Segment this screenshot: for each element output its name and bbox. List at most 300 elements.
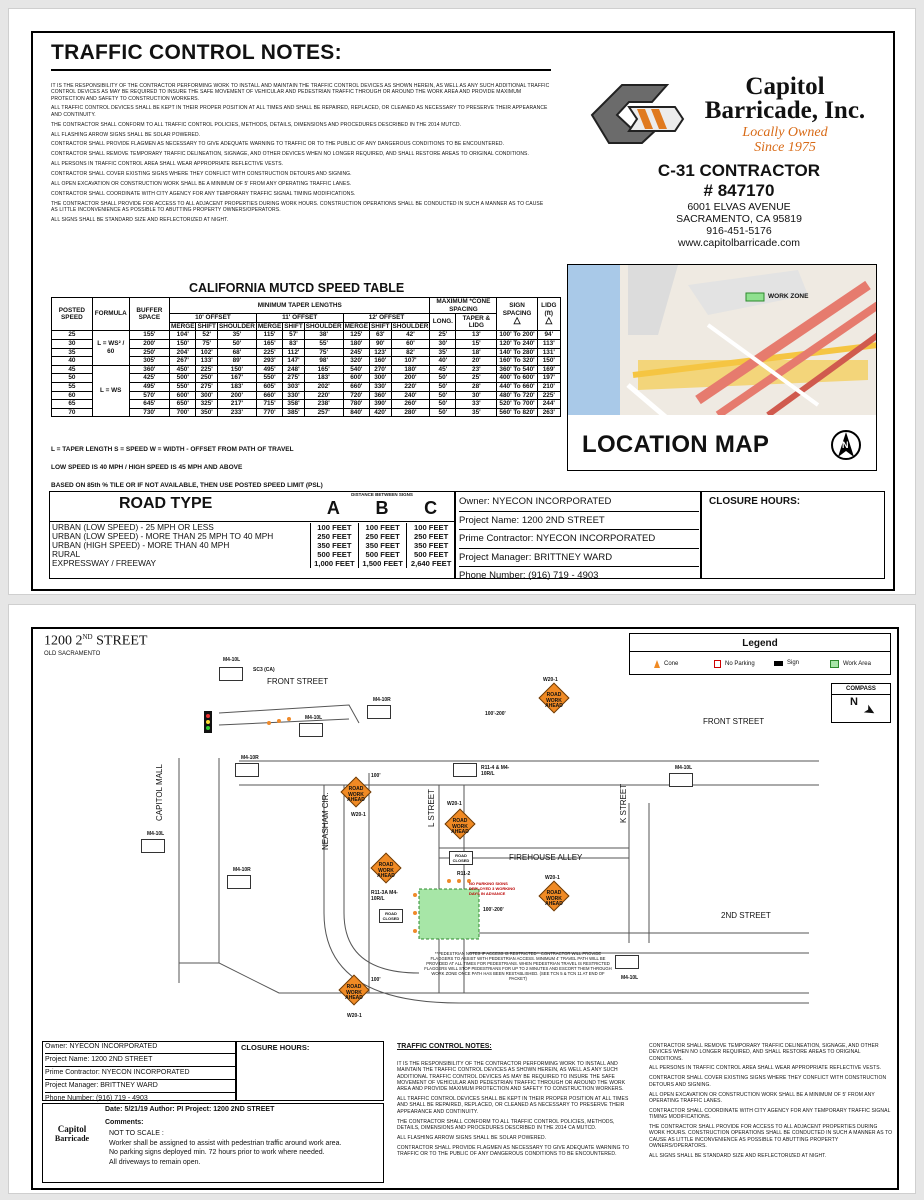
company-phone: 916-451-5176 (706, 225, 772, 237)
company-logo (587, 77, 687, 147)
speed-cell: 200' (391, 374, 430, 383)
sign-label-m410l-2: M4-10L (305, 715, 323, 721)
speed-cell: 300' (370, 374, 391, 383)
speed-cell: 197' (537, 374, 560, 383)
col-merge: MERGE (257, 322, 282, 330)
sign-label-m410l-1: M4-10L (223, 657, 241, 663)
speed-cell: 65 (52, 400, 93, 409)
col-long: LONG. (430, 314, 456, 331)
info-prime: Prime Contractor: NYECON INCORPORATED (459, 530, 699, 549)
speed-cell: 244' (537, 400, 560, 409)
traffic-note: ALL TRAFFIC CONTROL DEVICES SHALL BE KEPT IN THEIR PROPER POSITION AT ALL TIMES AND SHALL BE REPAIRED, REPLACED, OR CLEANED AS NECESSARY TO PRESERVE THEIR APPEARANCE AND CONTINUITY. (397, 1096, 629, 1115)
speed-cell: 30' (430, 339, 456, 348)
speed-cell: 520' To 700' (497, 400, 537, 409)
sign-label-m410l-5: M4-10L (621, 975, 639, 981)
speed-cell: 202' (304, 382, 343, 391)
col-12-offset: 12' OFFSET (343, 314, 430, 323)
sign-label-sc3: SC3 (CA) (253, 667, 275, 673)
speed-cell: 180' (343, 339, 369, 348)
license-label: C-31 CONTRACTOR (657, 161, 821, 180)
traffic-notes-list (51, 83, 551, 227)
rwa-text-5: ROAD WORK AHEAD (545, 890, 563, 907)
speed-cell: 225' (256, 348, 282, 357)
speed-table-title: CALIFORNIA MUTCD SPEED TABLE (189, 281, 405, 295)
company-name-block (695, 75, 875, 155)
speed-cell: 238' (304, 400, 343, 409)
col-11-offset: 11' OFFSET (256, 314, 343, 323)
legend-work-area (830, 660, 871, 668)
speed-cell: 280' (391, 408, 430, 417)
info-phone: Phone Number: (916) 719 - 4903 (459, 570, 599, 581)
road-type-cell: RURAL (52, 549, 81, 559)
sign-m410r-3 (227, 875, 251, 889)
traffic-note: ALL SIGNS SHALL BE STANDARD SIZE AND REFLECTORIZED AT NIGHT. (649, 1152, 827, 1159)
rwa-text-6: ROAD WORK AHEAD (345, 984, 363, 1001)
project-meta: Date: 5/21/19 Author: PI Project: 1200 2ND STREET (105, 1106, 275, 1113)
traffic-note: IT IS THE RESPONSIBILITY OF THE CONTRACTOR PERFORMING WORK TO INSTALL AND MAINTAIN THE TRAFFIC CONTROL DEVICES AS SHOWN HEREIN, AS WELL AS ANY SUCH ADDITIONAL TRAFFIC CONTROL DEVICES AS MAY BE REQUIRED TO INSURE THE SAFE MOVEMENT OF VEHICULAR AND PEDESTRIAN TRAFFIC THROUGH OR AROUND THE WORK AREA AND PROVIDE MAXIMUM PROTECTION AND SAFETY TO CONSTRUCTION WORKERS. (397, 1061, 626, 1093)
speed-cell: 123' (370, 348, 391, 357)
road-type-cell: EXPRESSWAY / FREEWAY (52, 558, 157, 568)
sheet-1 (8, 8, 916, 595)
speed-cell: 303' (283, 382, 304, 391)
work-zone-label: WORK ZONE (768, 293, 809, 300)
site-title-street: STREET (92, 633, 148, 649)
traffic-note: ALL TRAFFIC CONTROL DEVICES SHALL BE KEPT IN THEIR PROPER POSITION AT ALL TIMES AND SHALL BE REPAIRED, REPLACED, OR CLEANED AS NECESSARY TO PRESERVE THEIR APPEARANCE AND CONTINUITY. (51, 105, 548, 118)
speed-cell: 55' (304, 339, 343, 348)
info-project: Project Name: 1200 2ND STREET (45, 1054, 235, 1067)
speed-cell: 75' (196, 339, 217, 348)
sign-m410l-5 (615, 955, 639, 969)
no-parking-note: NO PARKING SIGNS DEPLOYED 3 WORKING DAYS IN ADVANCE (469, 881, 516, 896)
speed-cell: 160' To 320' (497, 357, 537, 366)
speed-cell: 257' (304, 408, 343, 417)
speed-cell: 133' (196, 357, 217, 366)
speed-cell: 35' (430, 348, 456, 357)
pedestrian-note: **PEDESTRIAN NOTES IF ACCESS IS RESTRICTED** CONTRACTOR WILL PROVIDE FLAGGERS TO ASSIST WITH PEDESTRIAN ACCESS. MINIMUM 4' TRAVEL PATH WILL BE PROVIDED AT ALL TIMES FOR PEDESTRIANS. WHEN PEDESTRIAN TRAVEL IS RESTRICTED FLAGGERS WILL STOP PEDESTRIANS FOR UP TO 2 MINUTES AND ESCORT THEM THROUGH WORK ZONE ONCE PATH HAS BEEN RESTABLISHED. (SEE TCN 5 & TCN 11 AT END OF PACKET) (424, 951, 612, 981)
based-on-note: BASED ON 85th % TILE OR IF NOT AVAILABLE, THEN USE POSTED SPEED LIMIT (PSL) (51, 482, 323, 489)
col-shoulder: SHOULDER (218, 322, 255, 330)
speed-cell: 350' (196, 408, 217, 417)
speed-cell: 358' (283, 400, 304, 409)
speed-table-body (52, 331, 561, 417)
company-name-1: Capitol (745, 73, 825, 100)
speed-cell: 165' (256, 339, 282, 348)
speed-cell: 50 (52, 374, 93, 383)
legend-work-area-label: Work Area (843, 661, 871, 667)
col-shift: SHIFT (371, 322, 390, 330)
speed-cell: 57' (283, 331, 304, 340)
road-type-cell: 1,000 FEET (310, 559, 358, 568)
address-line-2: SACRAMENTO, CA 95819 (676, 213, 802, 225)
speed-cell: 35' (456, 408, 497, 417)
speed-cell: 33' (456, 400, 497, 409)
col-max-cone: MAXIMUM *CONE SPACING (430, 298, 497, 314)
lidg-triangle-icon: △ (545, 315, 553, 326)
speed-cell: 720' (343, 391, 369, 400)
speed-cell: 660' (343, 382, 369, 391)
sign-m410l-2 (299, 723, 323, 737)
speed-cell: 25' (430, 331, 456, 340)
compass-label: COMPASS (846, 686, 876, 692)
low-high-note: LOW SPEED IS 40 MPH / HIGH SPEED IS 45 MPH AND ABOVE (51, 464, 243, 471)
comments-label: Comments: (105, 1119, 144, 1126)
speed-cell: 645' (129, 400, 169, 409)
speed-cell: 233' (217, 408, 256, 417)
col-shoulder: SHOULDER (392, 322, 429, 330)
speed-cell: 94' (537, 331, 560, 340)
speed-cell: 217' (217, 400, 256, 409)
dim-1: 100'-200' (485, 711, 506, 717)
legend-no-parking-label: No Parking (725, 661, 755, 667)
col-posted-speed: POSTED SPEED (52, 298, 93, 331)
legend-title: Legend (742, 638, 778, 649)
road-type-cols (309, 498, 455, 519)
col-a: A (326, 498, 340, 518)
comments-list (109, 1129, 381, 1167)
speed-cell: 245' (343, 348, 369, 357)
col-shift: SHIFT (284, 322, 303, 330)
sign-m410l-4 (669, 773, 693, 787)
speed-cell: 55 (52, 382, 93, 391)
site-subtitle: OLD SACRAMENTO (44, 651, 101, 657)
speed-cell: 660' (256, 391, 282, 400)
road-type-cell: 250 FEET (407, 532, 455, 541)
traffic-note: ALL PERSONS IN TRAFFIC CONTROL AREA SHALL WEAR APPROPRIATE REFLECTIVE VESTS. (51, 161, 284, 168)
speed-cell: 325' (196, 400, 217, 409)
tcn-right (649, 1043, 893, 1163)
speed-cell: 183' (217, 382, 256, 391)
speed-cell: 450' (170, 365, 196, 374)
speed-cell: 40 (52, 357, 93, 366)
road-type-cell: 1,500 FEET (359, 559, 407, 568)
speed-cell: 18' (456, 348, 497, 357)
speed-cell: 730' (129, 408, 169, 417)
dim-3: 100'-200' (483, 907, 504, 913)
speed-cell: 183' (304, 374, 343, 383)
traffic-note: CONTRACTOR SHALL REMOVE TEMPORARY TRAFFIC DELINEATION, SIGNAGE, AND OTHER DEVICES WHEN NO LONGER REQUIRED, AND SHALL RESTORE AREAS TO ORIGINAL CONDITIONS. (51, 151, 529, 158)
road-type-cell: 500 FEET (407, 550, 455, 559)
distance-label: DISTANCE BETWEEN SIGNS (351, 492, 413, 497)
speed-cell: 50' (430, 382, 456, 391)
company-tagline-2: Since 1975 (754, 140, 816, 155)
traffic-note: THE CONTRACTOR SHALL CONFORM TO ALL TRAFFIC CONTROL POLICIES, METHODS, DETAILS, DIMENSIONS AND PROCEDURES DESCRIBED IN THE 2014 CA MUTCD. (397, 1118, 615, 1131)
speed-cell: 50' (430, 408, 456, 417)
formula-high: L = WS (92, 365, 129, 417)
table-legend: L = TAPER LENGTH S = SPEED W = WIDTH - OFFSET FROM PATH OF TRAVEL (51, 446, 294, 453)
speed-cell: 425' (129, 374, 169, 383)
tcn-title-2: TRAFFIC CONTROL NOTES: (397, 1043, 492, 1050)
street-capitol-mall: CAPITOL MALL (155, 764, 164, 821)
col-merge: MERGE (344, 322, 369, 330)
speed-cell: 360' (370, 391, 391, 400)
small-logo-2: Barricade (54, 1134, 90, 1143)
speed-cell: 210' (537, 382, 560, 391)
road-type-cell: URBAN (LOW SPEED) - 25 MPH OR LESS (52, 522, 214, 532)
speed-cell: 715' (256, 400, 282, 409)
road-type-cell: URBAN (HIGH SPEED) - MORE THAN 40 MPH (52, 540, 230, 550)
speed-cell: 495' (256, 365, 282, 374)
traffic-note: THE CONTRACTOR SHALL PROVIDE FOR ACCESS TO ALL ADJACENT PROPERTIES DURING WORK HOURS. CONSTRUCTION OPERATIONS SHALL BE CONDUCTED IN SUCH A MANNER AS TO CAUSE AS LITTLE INCONVENIENCE AS POSSIBLE TO ABUTTING PROPERTY OWNERS/OPERATORS. (51, 200, 544, 214)
street-front-2: FRONT STREET (703, 717, 765, 726)
sign-label-w201-4: W20-1 (545, 875, 560, 881)
col-taper-lidg: TAPER & LIDG (456, 314, 497, 331)
speed-cell: 40' (430, 357, 456, 366)
comment-line: NOT TO SCALE : (109, 1130, 164, 1137)
speed-cell: 840' (343, 408, 369, 417)
comment-line: All driveways to remain open. (109, 1158, 201, 1166)
road-type-cell: 350 FEET (310, 541, 358, 550)
speed-cell: 70 (52, 408, 93, 417)
speed-cell: 15' (456, 339, 497, 348)
speed-cell: 50' (430, 374, 456, 383)
speed-cell: 131' (537, 348, 560, 357)
speed-cell: 550' (256, 374, 282, 383)
traffic-note: CONTRACTOR SHALL REMOVE TEMPORARY TRAFFIC DELINEATION, SIGNAGE, AND OTHER DEVICES WHEN NO LONGER REQUIRED, AND SHALL RESTORE AREAS TO ORIGINAL CONDITIONS. (649, 1043, 879, 1062)
speed-cell: 560' To 820' (497, 408, 537, 417)
tcn-left (397, 1061, 635, 1161)
road-type-cell: 2,640 FEET (407, 559, 455, 568)
info-owner: Owner: NYECON INCORPORATED (45, 1041, 235, 1054)
sign-label-m410r-3: M4-10R (233, 867, 251, 873)
col-10-offset: 10' OFFSET (170, 314, 257, 323)
speed-cell: 100' To 200' (497, 331, 537, 340)
street-k: K STREET (619, 783, 628, 823)
formula-low: L = WS² / 60 (92, 331, 129, 365)
sign-label-w201-1: W20-1 (543, 677, 558, 683)
speed-cell: 50' (217, 339, 256, 348)
traffic-note: ALL FLASHING ARROW SIGNS SHALL BE SOLAR POWERED. (397, 1134, 547, 1141)
speed-cell: 63' (370, 331, 391, 340)
info-project: Project Name: 1200 2ND STREET (459, 512, 699, 531)
street-l: L STREET (427, 789, 436, 827)
speed-cell: 275' (196, 382, 217, 391)
sign-triangle-icon: △ (513, 315, 521, 326)
sign-r114 (453, 763, 477, 777)
speed-cell: 400' To 600' (497, 374, 537, 383)
traffic-note: THE CONTRACTOR SHALL PROVIDE FOR ACCESS TO ALL ADJACENT PROPERTIES DURING WORK HOURS. CONSTRUCTION OPERATIONS SHALL BE CONDUCTED IN SUCH A MANNER AS TO CAUSE AS LITTLE INCONVENIENCE AS POSSIBLE TO ABUTTING PROPERTY OWNERS/OPERATORS. (649, 1123, 893, 1149)
sign-label-w201-2: W20-1 (351, 812, 366, 818)
speed-cell: 68' (217, 348, 256, 357)
small-logo (47, 1125, 97, 1143)
title-rule (51, 69, 551, 71)
closure-hours-label-2: CLOSURE HOURS: (241, 1043, 310, 1052)
col-formula: FORMULA (92, 298, 129, 331)
sign-label-m410r-2: M4-10R (241, 755, 259, 761)
speed-cell: 75' (304, 348, 343, 357)
col-b: B (375, 498, 389, 518)
road-type-row (49, 559, 455, 568)
road-type-cell: 250 FEET (310, 532, 358, 541)
col-sign-spacing-label: SIGN SPACING (502, 302, 532, 317)
road-type-cell: 100 FEET (359, 523, 407, 532)
speed-cell: 225' (537, 391, 560, 400)
dim-2: 100' (371, 773, 381, 779)
rwa-text-1: ROAD WORK AHEAD (545, 692, 563, 709)
col-shoulder: SHOULDER (305, 322, 342, 330)
speed-cell: 30' (456, 391, 497, 400)
sign-label-r114: R11-4 & M4-10R/L (481, 765, 510, 777)
sheet-2 (8, 604, 916, 1194)
traffic-note: CONTRACTOR SHALL COVER EXISTING SIGNS WHERE THEY CONFLICT WITH CONSTRUCTION DETOURS AND SIGNING. (649, 1075, 887, 1088)
speed-row (52, 365, 561, 374)
traffic-note: THE CONTRACTOR SHALL CONFORM TO ALL TRAFFIC CONTROL POLICIES, METHODS, DETAILS, DIMENSIONS AND PROCEDURES DESCRIBED IN THE 2014 MUTCD. (51, 121, 462, 128)
north-label: N (842, 440, 849, 450)
sign-m410l-1 (219, 667, 243, 681)
speed-cell: 700' (170, 408, 196, 417)
speed-cell: 28' (456, 382, 497, 391)
speed-cell: 120' To 240' (497, 339, 537, 348)
speed-cell: 260' (391, 400, 430, 409)
speed-cell: 38' (304, 331, 343, 340)
info-manager: Project Manager: BRITTNEY WARD (459, 549, 699, 568)
work-area-icon (830, 660, 839, 668)
company-website[interactable]: www.capitolbarricade.com (678, 237, 800, 249)
legend-sign-label: Sign (787, 660, 800, 666)
traffic-note: CONTRACTOR SHALL COORDINATE WITH CITY AGENCY FOR ANY TEMPORARY TRAFFIC SIGNAL TIMING MODIFICATIONS. (51, 190, 356, 197)
traffic-note: ALL OPEN EXCAVATION OR CONSTRUCTION WORK SHALL BE A MINIMUM OF 5' FROM ANY OPERATING TRAFFIC LANES. (51, 181, 352, 188)
speed-table (51, 297, 561, 417)
sign-m410r-1 (367, 705, 391, 719)
info-owner: Owner: NYECON INCORPORATED (459, 493, 699, 512)
speed-cell: 42' (391, 331, 430, 340)
info-prime: Prime Contractor: NYECON INCORPORATED (45, 1067, 235, 1080)
compass-rule (832, 694, 890, 695)
speed-cell: 60' (391, 339, 430, 348)
street-firehouse: FIREHOUSE ALLEY (509, 853, 583, 862)
sign-label-m410r-1: M4-10R (373, 697, 391, 703)
speed-cell: 780' (343, 400, 369, 409)
speed-cell: 104' (170, 331, 196, 340)
speed-cell: 300' (196, 391, 217, 400)
speed-cell: 275' (283, 374, 304, 383)
sign-m410r-2 (235, 763, 259, 777)
speed-cell: 89' (217, 357, 256, 366)
speed-cell: 550' (170, 382, 196, 391)
legend-rule (630, 651, 890, 652)
rwa-text-2: ROAD WORK AHEAD (347, 786, 365, 803)
speed-cell: 480' To 720' (497, 391, 537, 400)
speed-cell: 112' (283, 348, 304, 357)
license-number: # 847170 (703, 181, 775, 200)
speed-cell: 330' (283, 391, 304, 400)
traffic-note: IT IS THE RESPONSIBILITY OF THE CONTRACTOR PERFORMING WORK TO INSTALL AND MAINTAIN THE TRAFFIC CONTROL DEVICES AS SHOWN HEREIN, AS WELL AS ANY SUCH ADDITIONAL TRAFFIC CONTROL DEVICES AS MAY BE REQUIRED TO INSURE THE SAFE MOVEMENT OF VEHICULAR AND PEDESTRIAN TRAFFIC THROUGH OR AROUND THE WORK AREA AND PROVIDE MAXIMUM PROTECTION AND SAFETY TO CONSTRUCTION WORKERS. (51, 83, 550, 102)
traffic-note: CONTRACTOR SHALL COVER EXISTING SIGNS WHERE THEY CONFLICT WITH CONSTRUCTION DETOURS AND SIGNING. (51, 171, 352, 178)
speed-cell: 385' (283, 408, 304, 417)
rwa-text-3: ROAD WORK AHEAD (451, 818, 469, 835)
speed-cell: 45 (52, 365, 93, 374)
col-shift: SHIFT (197, 322, 216, 330)
traffic-note: ALL SIGNS SHALL BE STANDARD SIZE AND REFLECTORIZED AT NIGHT. (51, 216, 229, 223)
street-2nd: 2ND STREET (721, 911, 771, 920)
speed-cell: 650' (170, 400, 196, 409)
info-manager: Project Manager: BRITTNEY WARD (45, 1080, 235, 1093)
speed-cell: 248' (283, 365, 304, 374)
compass-n: N (850, 696, 858, 708)
road-type-cell: URBAN (LOW SPEED) - MORE THAN 25 MPH TO 40 MPH (52, 531, 274, 541)
speed-cell: 330' (370, 382, 391, 391)
speed-cell: 155' (129, 331, 169, 340)
speed-cell: 23' (456, 365, 497, 374)
speed-cell: 50' (430, 391, 456, 400)
speed-cell: 225' (196, 365, 217, 374)
speed-cell: 165' (304, 365, 343, 374)
speed-cell: 500' (170, 374, 196, 383)
road-type-row (49, 541, 455, 550)
speed-cell: 150' (217, 365, 256, 374)
speed-cell: 180' (391, 365, 430, 374)
location-map-title: LOCATION MAP (582, 431, 770, 458)
speed-cell: 204' (170, 348, 196, 357)
speed-cell: 240' (391, 391, 430, 400)
speed-cell: 90' (370, 339, 391, 348)
speed-cell: 220' (391, 382, 430, 391)
col-lidg (537, 298, 560, 331)
road-type-cell: 500 FEET (310, 550, 358, 559)
speed-cell: 200' (217, 391, 256, 400)
col-merge: MERGE (171, 322, 195, 330)
speed-cell: 160' (370, 357, 391, 366)
road-closed-sign-1: ROAD CLOSED (449, 851, 473, 865)
speed-cell: 125' (343, 331, 369, 340)
location-map (567, 264, 877, 471)
speed-cell: 320' (343, 357, 369, 366)
north-arrow-icon (830, 429, 862, 461)
traffic-note: CONTRACTOR SHALL COORDINATE WITH CITY AGENCY FOR ANY TEMPORARY TRAFFIC SIGNAL TIMING MODIFICATIONS. (649, 1107, 891, 1121)
speed-cell: 35' (217, 331, 256, 340)
speed-cell: 102' (196, 348, 217, 357)
speed-cell: 570' (129, 391, 169, 400)
company-tagline-1: Locally Owned (742, 125, 828, 140)
project-info (459, 493, 699, 585)
speed-cell: 52' (196, 331, 217, 340)
site-title-sup: ND (82, 633, 93, 641)
street-front-1: FRONT STREET (267, 677, 329, 686)
speed-cell: 600' (343, 374, 369, 383)
speed-row (52, 331, 561, 340)
col-buffer: BUFFER SPACE (129, 298, 169, 331)
speed-cell: 30 (52, 339, 93, 348)
road-type-cell: 100 FEET (310, 523, 358, 532)
street-neasham: NEASHAM CIR. (321, 792, 330, 850)
company-name-2: Barricade, Inc. (704, 97, 866, 124)
info-phone: Phone Number: (916) 719 - 4903 (45, 1095, 148, 1102)
small-logo-1: Capitol (57, 1124, 87, 1134)
road-type-cell: 350 FEET (407, 541, 455, 550)
traffic-note: ALL FLASHING ARROW SIGNS SHALL BE SOLAR POWERED. (51, 131, 201, 138)
speed-cell: 13' (456, 331, 497, 340)
speed-cell: 250' (129, 348, 169, 357)
company-contact (619, 161, 859, 249)
speed-cell: 150' (170, 339, 196, 348)
speed-cell: 113' (537, 339, 560, 348)
speed-cell: 82' (391, 348, 430, 357)
speed-cell: 605' (256, 382, 282, 391)
speed-cell: 540' (343, 365, 369, 374)
col-min-taper: MINIMUM TAPER LENGTHS (170, 298, 430, 314)
speed-cell: 20' (456, 357, 497, 366)
road-closed-sign-2: ROAD CLOSED (379, 909, 403, 923)
road-type-title: ROAD TYPE (119, 495, 213, 512)
speed-cell: 200' (129, 339, 169, 348)
compass-arrow-icon: ➤ (861, 700, 880, 720)
speed-cell: 83' (283, 339, 304, 348)
speed-cell: 147' (283, 357, 304, 366)
speed-cell: 293' (256, 357, 282, 366)
closure-hours-label: CLOSURE HOURS: (709, 496, 801, 507)
traffic-note: CONTRACTOR SHALL PROVIDE FLAGMEN AS NECESSARY TO GIVE ADEQUATE WARNING TO TRAFFIC OR TO THE PUBLIC OF ANY DANGEROUS CONDITIONS TO BE ENCOUNTERED. (51, 141, 505, 148)
sign-label-r113a: R11-3A M4-10R/L (371, 890, 398, 902)
speed-cell: 45' (430, 365, 456, 374)
